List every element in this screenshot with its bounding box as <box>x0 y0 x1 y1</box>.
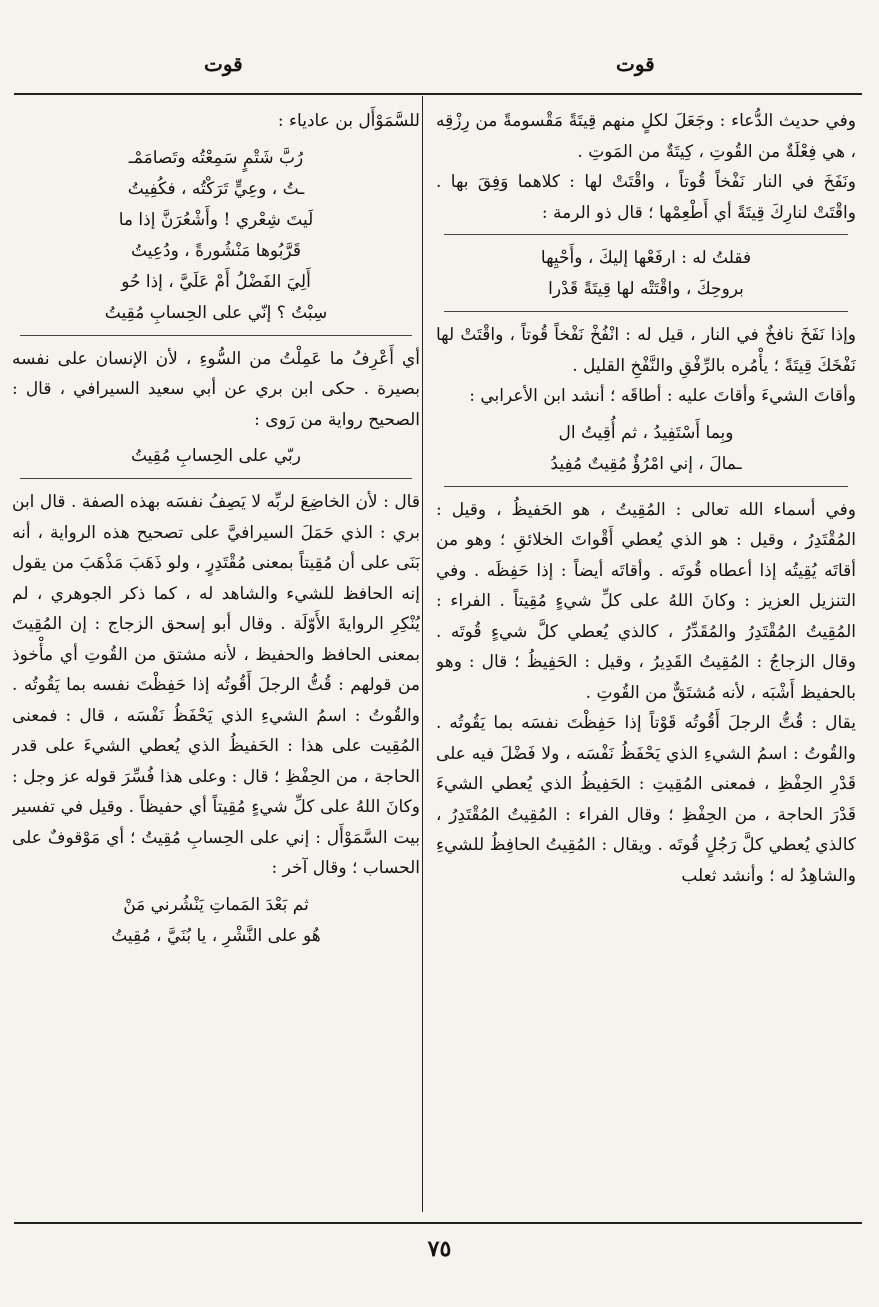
verse-line: سِبْتُ ؟ إنّي على الحِسابِ مُقِيتُ <box>104 302 328 323</box>
poem-block <box>12 890 420 952</box>
poem-rule <box>20 478 412 479</box>
paragraph: للسَّمَوْأَل بن عادياء : <box>277 111 420 131</box>
paragraph: قال : لأن الخاضِعَ لربِّه لا يَصِفُ نفسَه بهذه الصفة . قال ابن بري : الذي حَمَلَ السيرافيَّ على تصحيح هذه الرواية ، أنه بَنَى على أن مُقِيتاً بمعنى مُقْتَدِرٍ ، ولو ذَهَبَ مَذْهَبَ من يقول إنه الحافظ للشيء والشاهد له ، كما ذكر الجوهري ، لم يُنْكِرِ الروايةَ الأَوّلَة . وقال أبو إسحق الزجاج : إن المُقِيتَ بمعنى الحافظ والحفيظ ، لأنه مشتق من القُوتِ أي مأْخوذ من قولهم : قُتُّ الرجلَ أَقُوتُه إذا حَفِظْتَ نفسه بما يَقُوتُه . والقُوتُ : اسمُ الشيءِ الذي يَحْفَظُ نَفْسَه ، قال : فمعنى المُقِيت على هذا : الحَفيظُ الذي يُعطي الشيءَ على قدر الحاجة ، من الحِفْظِ ؛ قال : وعلى هذا فُسِّرَ قوله عز وجل : وكانَ اللهُ على كلِّ شيءٍ مُقِيتاً أي حفيظاً . وقيل في تفسير بيت السَّمَوْأَل : إني على الحِسابِ مُقِيتُ ؛ أي مَوْقوفٌ على الحساب ؛ وقال آخر : <box>12 492 420 878</box>
header-rule <box>14 93 862 95</box>
verse-line: ـتُ ، وعِيٍّ تَرَكْتُه ، فكُفِيتُ <box>127 178 305 199</box>
poem-block <box>12 441 420 472</box>
verse-line: هُو على النَّشْرِ ، يا بُنَيَّ ، مُقِيتُ <box>111 925 321 946</box>
verse-line: ثم بَعْدَ المَماتِ يَنْشُرني مَنْ <box>123 894 309 915</box>
poem-rule <box>444 311 847 312</box>
paragraph: ونَفَخَ في النار نَفْخاً قُوتاً ، واقْتَتْ لها : كلاهما وَفِقَ بها . واقْتَتْ لنارِكَ قِيتَةً أي أَطْعِمْها ؛ قال ذو الرمة : <box>436 172 856 223</box>
running-head-left: قوت <box>204 52 243 76</box>
poem-block <box>12 143 420 329</box>
verse-line: لَيتَ شِعْري ! وأَشْعُرَنَّ إذا ما <box>118 209 314 230</box>
paragraph: وأقاتَ الشيءَ وأقاتَ عليه : أطاقَه ؛ أنشد ابن الأعرابي : <box>469 386 856 406</box>
paragraph: وفي أسماء الله تعالى : المُقِيتُ ، هو الحَفيظُ ، وقيل : المُقْتَدِرُ ، وقيل : هو الذي يُعطي أَقْواتَ الخلائقِ ؛ وهو من أقاتَه يُقِيتُه إذا أعطاه قُوتَه . وأقاتَه أيضاً : إذا حَفِظَه . وفي التنزيل العزيز : وكانَ اللهُ على كلِّ شيءٍ مُقِيتاً . الفراء : المُقِيتُ المُقْتَدِرُ والمُقَدِّرُ ، كالذي يُعطي كلَّ شيءٍ قُوتَه . وقال الزجاجُ : المُقِيتُ القَدِيرُ ، وقيل : الحَفِيظُ ؛ قال : وهو بالحفيظ أَشْبَه ، لأنه مُشتَقٌّ من القُوتِ . <box>436 499 856 703</box>
paragraph: وإذا نَفَخَ نافخٌ في النار ، قيل له : انْفُخْ نَفْخاً قُوتاً ، واقْتَتْ لها نَفْخَكَ قِيتَةً ؛ يأْمُره بالرِّفْقِ والنَّفْخِ القليل . <box>436 325 856 376</box>
poem-block <box>436 418 856 480</box>
verse-line: رُبَّ شَتْمٍ سَمِعْتُه وتَصامَمْـ <box>128 147 304 168</box>
verse-line: قَرَّبُوها مَنْشُورةً ، ودُعِيتُ <box>131 240 301 261</box>
footer-rule <box>14 1222 862 1224</box>
poem-rule <box>444 486 847 487</box>
running-head-right: قوت <box>616 52 655 76</box>
poem-rule <box>444 234 847 235</box>
verse-line: وبِما أَسْتَفِيدُ ، ثم أُقِيتُ ال <box>558 422 734 443</box>
verse-line: ربّي على الحِسابِ مُقِيتُ <box>130 446 302 466</box>
paragraph: أي أَعْرِفُ ما عَمِلْتُ من السُّوءِ ، لأن الإنسان على نفسه بصيرة . حكى ابن بري عن أبي سعيد السيرافي ، قال : الصحيح رواية من رَوى : <box>12 348 420 430</box>
paragraph: يقال : قُتُّ الرجلَ أَقُوتُه قَوْتاً إذا حَفِظْتَ نفسَه بما يَقُوتُه . والقُوتُ : اسمُ الشيءِ الذي يَحْفَظُ نَفْسَه ، ولا فَضْلَ فيه على قَدْرِ الحِفْظِ ، فمعنى المُقِيتِ : الحَفِيظُ الذي يُعطي الشيءَ قَدْرَ الحاجة ، من الحِفْظِ ؛ وقال الفراء : المُقِيتُ المُقْتَدِرُ ، كالذي يُعطي كلَّ رَجُلٍ قُوتَه . ويقال : المُقِيتُ الحافِظُ للشيءِ والشاهِدُ له ؛ وأنشد ثعلب <box>436 713 856 886</box>
verse-line: بروحِكَ ، واقْتَتْه لها قِيتَةً قَدْرا <box>548 279 744 299</box>
right-column <box>436 106 856 1210</box>
verse-line: ـمالَ ، إني امْرُؤٌ مُقِيتٌ مُفِيدُ <box>550 453 742 474</box>
page-number: ٧٥ <box>427 1236 452 1262</box>
verse-line: فقلتُ له : ارفَعْها إليكَ ، وأَحْيِها <box>540 248 752 268</box>
column-divider <box>422 96 423 1212</box>
verse-line: أَلِيَ الفَضْلُ أَمْ عَلَيَّ ، إذا حُو <box>121 271 311 292</box>
poem-rule <box>20 335 412 336</box>
poem-block <box>436 243 856 305</box>
paragraph: وفي حديث الدُّعاء : وجَعَلَ لكلٍ منهم قِيتَةً مَقْسومةً من رِزْقِه ، هي فِعْلَةٌ من القُوتِ ، كِيتَةٌ من المَوتِ . <box>436 111 856 162</box>
left-column <box>12 106 420 1210</box>
